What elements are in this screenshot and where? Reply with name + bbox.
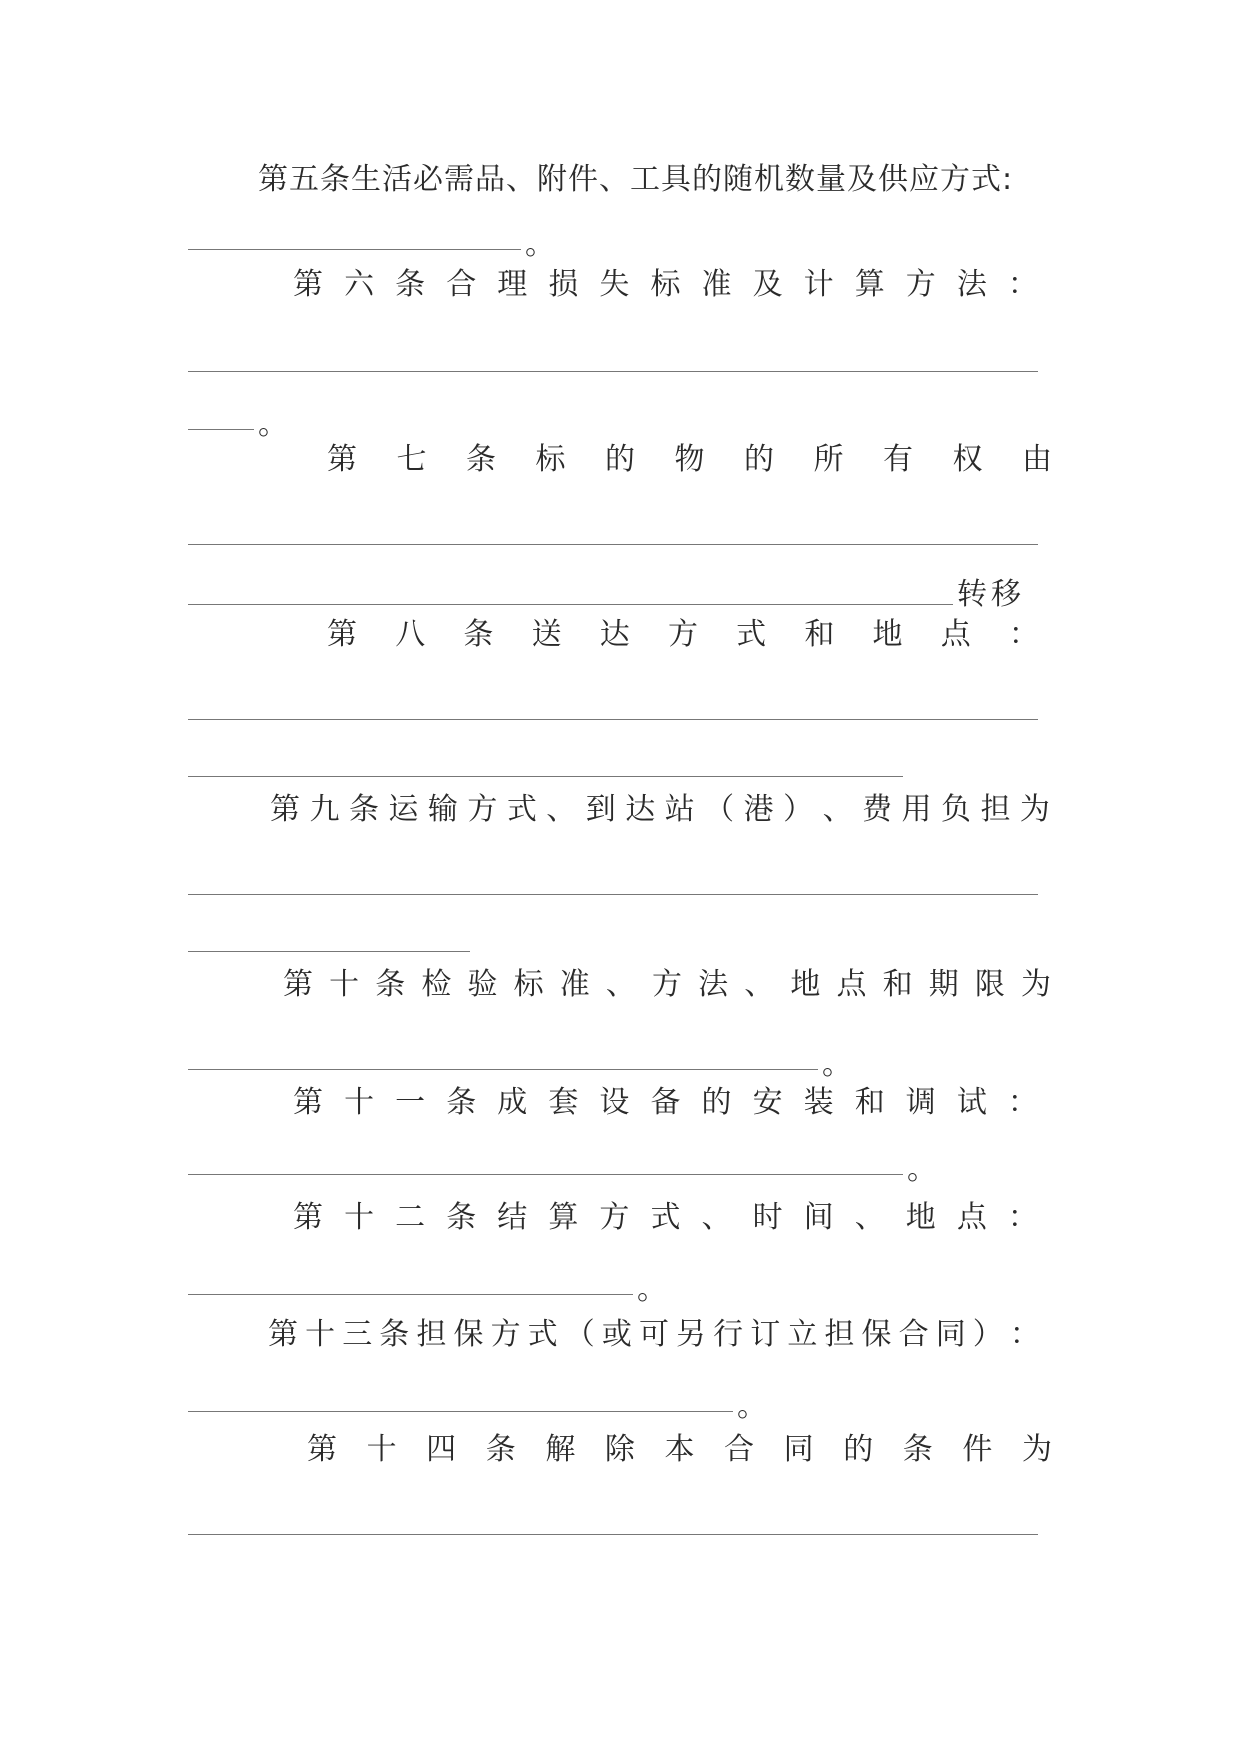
end-mark: 。	[258, 407, 288, 442]
article-7-text: 第 七 条 标 的 物 的 所 有 权 由	[327, 442, 1052, 477]
article-6-text: 第 六 条 合 理 损 失 标 准 及 计 算 方 法 ：	[293, 267, 1038, 302]
fill-in-blank	[188, 1534, 1038, 1535]
article-6-blank-line-1	[188, 322, 1055, 382]
article-8-heading	[327, 595, 1039, 655]
article-14-blank-line	[188, 1485, 1055, 1545]
article-14-heading	[307, 1410, 1052, 1470]
end-mark: 。	[822, 1047, 852, 1082]
article-11-blank-line	[188, 1125, 1055, 1185]
article-10-heading	[283, 945, 1051, 1005]
article-8-text: 第 八 条 送 达 方 式 和 地 点 ：	[327, 617, 1039, 652]
article-14-text: 第 十 四 条 解 除 本 合 同 的 条 件 为	[307, 1432, 1052, 1467]
article-9-blank-line-1	[188, 845, 1055, 905]
fill-in-blank	[188, 371, 1038, 372]
article-13-heading	[268, 1295, 1040, 1355]
article-5-text: 第五条生活必需品、附件、工具的随机数量及供应方式:	[258, 162, 1014, 197]
fill-in-blank	[188, 429, 254, 430]
article-11-text: 第 十 一 条 成 套 设 备 的 安 装 和 调 试 ：	[293, 1085, 1038, 1120]
fill-in-blank	[188, 894, 1038, 895]
article-12-text: 第 十 二 条 结 算 方 式 、 时 间 、 地 点 ：	[293, 1200, 1038, 1235]
article-13-text: 第 十 三 条 担 保 方 式 （ 或 可 另 行 订 立 担 保 合 同 ） ：	[268, 1317, 1040, 1352]
article-11-heading	[293, 1063, 1038, 1123]
article-9-text: 第 九 条 运 输 方 式 、 到 达 站 （ 港 ） 、 费 用 负 担 为	[270, 792, 1050, 827]
article-8-blank-line-1	[188, 670, 1055, 730]
article-7-suffix: 转移	[957, 577, 1025, 612]
end-mark: 。	[907, 1152, 937, 1187]
article-5-heading	[258, 140, 1048, 200]
fill-in-blank	[188, 544, 1038, 545]
article-12-heading	[293, 1178, 1038, 1238]
end-mark: 。	[525, 227, 555, 262]
end-mark: 。	[737, 1389, 767, 1424]
article-9-heading	[270, 770, 1050, 830]
end-mark: 。	[637, 1272, 667, 1307]
fill-in-blank	[188, 719, 1038, 720]
article-7-blank-line-1	[188, 495, 1055, 555]
article-10-text: 第 十 条 检 验 标 准 、 方 法 、 地 点 和 期 限 为	[283, 967, 1051, 1002]
fill-in-blank	[188, 1174, 903, 1175]
article-6-heading	[293, 245, 1038, 305]
article-7-heading	[327, 420, 1052, 480]
